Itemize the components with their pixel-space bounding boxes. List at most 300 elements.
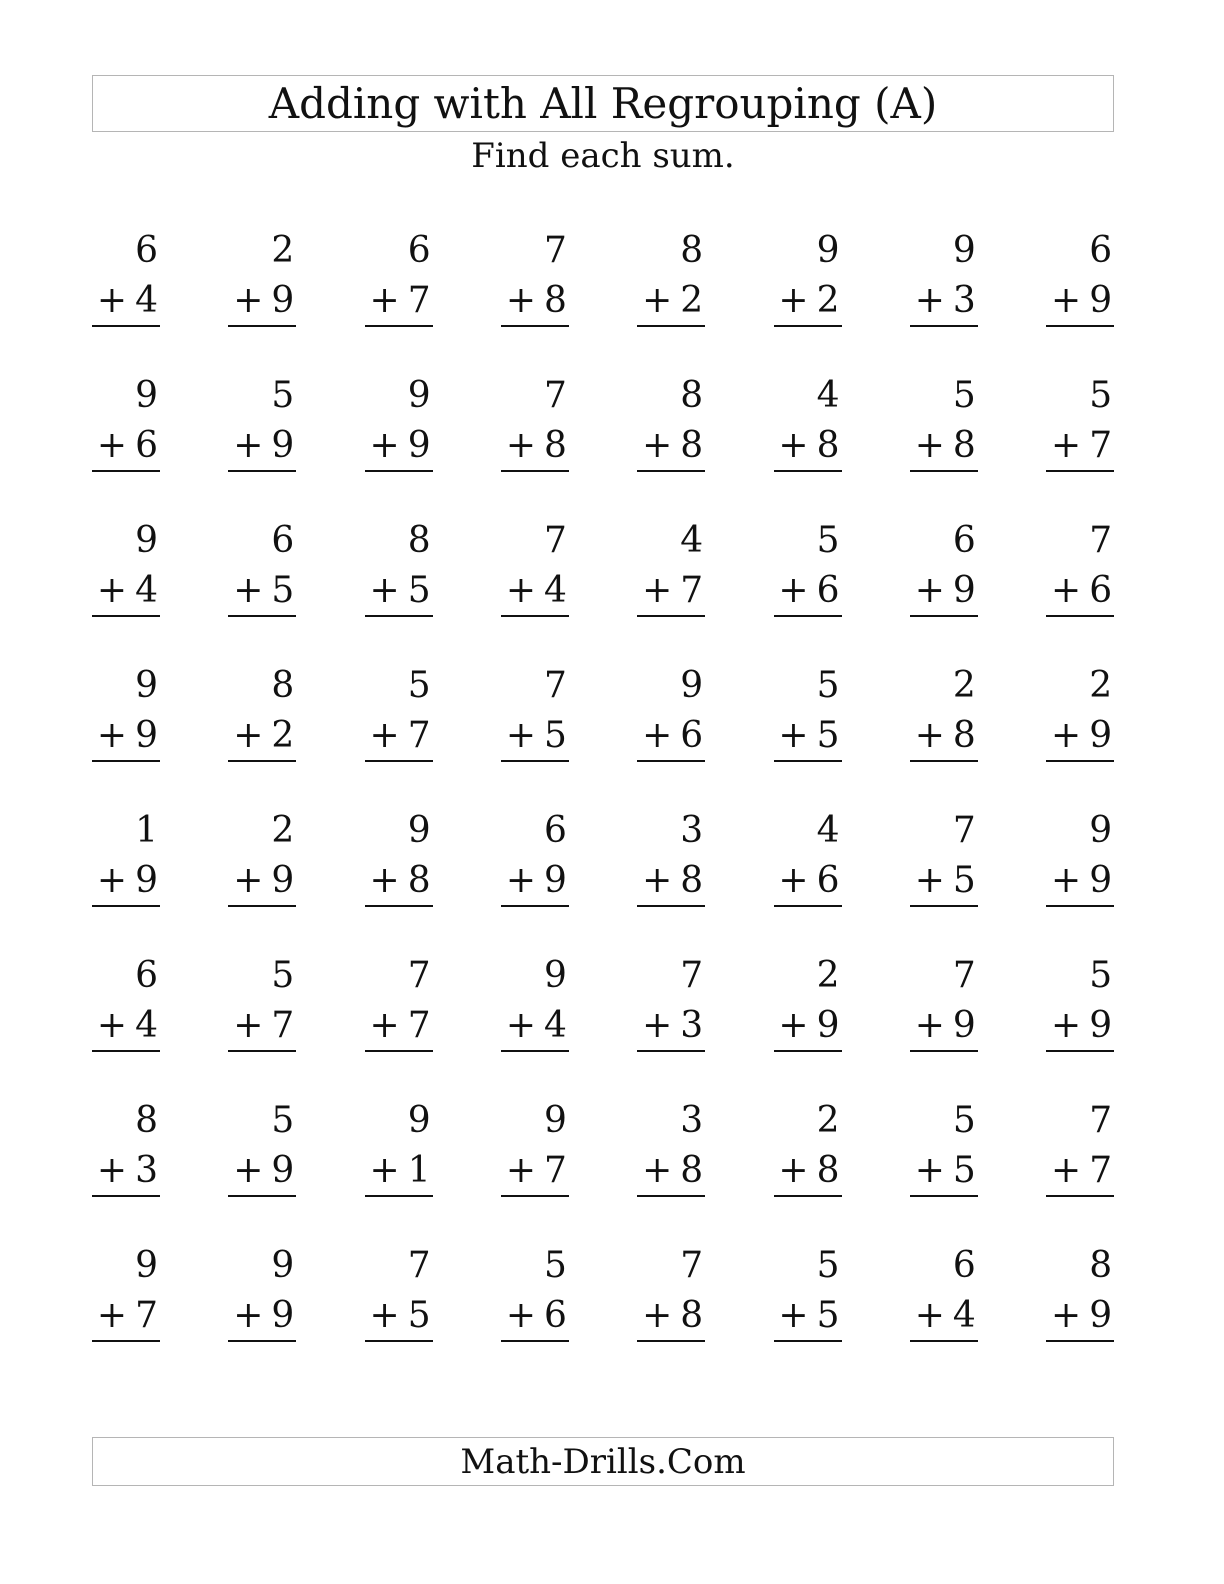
addend-bottom xyxy=(369,1005,431,1046)
plus-sign: + xyxy=(642,425,673,466)
answer-line xyxy=(228,1340,296,1342)
addition-problem xyxy=(1046,955,1114,1068)
addition-problem xyxy=(501,375,569,488)
addition-problem xyxy=(501,1100,569,1213)
addend-bottom xyxy=(778,860,840,901)
addition-problem xyxy=(92,955,160,1068)
addend-top: 1 xyxy=(135,810,158,851)
addition-problem xyxy=(92,665,160,778)
answer-line xyxy=(910,615,978,617)
addend-top: 3 xyxy=(680,810,704,851)
addend-bottom-value: 4 xyxy=(135,570,158,611)
plus-sign: + xyxy=(96,570,128,611)
addend-bottom xyxy=(778,570,840,611)
answer-line xyxy=(501,1195,569,1197)
addend-bottom-value: 2 xyxy=(680,280,704,321)
plus-sign: + xyxy=(505,425,536,466)
title-box xyxy=(92,75,1114,132)
addend-bottom xyxy=(778,1150,840,1191)
answer-line xyxy=(92,1340,160,1342)
addend-bottom xyxy=(505,1005,567,1046)
plus-sign: + xyxy=(642,1005,673,1046)
addend-top: 5 xyxy=(1089,955,1113,996)
addition-problem xyxy=(637,1245,705,1358)
addend-bottom-value: 7 xyxy=(407,715,431,756)
addition-problem xyxy=(637,230,705,343)
answer-line xyxy=(365,1050,433,1052)
addend-bottom-value: 4 xyxy=(543,570,567,611)
addend-top: 9 xyxy=(407,810,431,851)
addend-bottom-value: 9 xyxy=(271,1295,295,1336)
addend-top: 8 xyxy=(407,520,431,561)
addend-top: 7 xyxy=(543,520,567,561)
addend-top: 9 xyxy=(135,375,158,416)
plus-sign: + xyxy=(505,715,536,756)
addend-top: 7 xyxy=(407,955,431,996)
plus-sign: + xyxy=(369,1005,400,1046)
plus-sign: + xyxy=(369,860,400,901)
plus-sign: + xyxy=(96,280,128,321)
addition-problem xyxy=(365,665,433,778)
answer-line xyxy=(637,760,705,762)
answer-line xyxy=(910,905,978,907)
plus-sign: + xyxy=(914,570,945,611)
addend-bottom-value: 9 xyxy=(271,1150,295,1191)
answer-line xyxy=(365,905,433,907)
plus-sign: + xyxy=(1051,1005,1082,1046)
addend-bottom-value: 9 xyxy=(271,425,295,466)
addend-top: 6 xyxy=(407,230,431,271)
addend-top: 6 xyxy=(1089,230,1113,271)
addend-bottom-value: 9 xyxy=(1089,1005,1113,1046)
worksheet-title: Adding with All Regrouping (A) xyxy=(268,78,938,128)
answer-line xyxy=(92,905,160,907)
plus-sign: + xyxy=(369,280,400,321)
plus-sign: + xyxy=(914,280,945,321)
addend-bottom-value: 6 xyxy=(543,1295,567,1336)
addition-problem xyxy=(774,1100,842,1213)
addend-top: 9 xyxy=(407,375,431,416)
addend-top: 9 xyxy=(135,1245,158,1286)
addend-bottom-value: 7 xyxy=(1089,425,1113,466)
addend-top: 9 xyxy=(1089,810,1113,851)
addend-bottom xyxy=(369,280,431,321)
addend-bottom-value: 3 xyxy=(952,280,976,321)
addition-problem xyxy=(92,810,160,923)
addend-top: 9 xyxy=(816,230,840,271)
plus-sign: + xyxy=(505,1150,536,1191)
addend-bottom xyxy=(914,280,976,321)
footer-box xyxy=(92,1437,1114,1486)
answer-line xyxy=(774,760,842,762)
addend-bottom xyxy=(505,1150,567,1191)
addend-bottom-value: 5 xyxy=(543,715,567,756)
answer-line xyxy=(637,1340,705,1342)
plus-sign: + xyxy=(233,280,264,321)
addition-problem xyxy=(637,375,705,488)
answer-line xyxy=(637,905,705,907)
addend-bottom-value: 5 xyxy=(816,715,840,756)
answer-line xyxy=(910,1340,978,1342)
addend-top: 8 xyxy=(135,1100,158,1141)
answer-line xyxy=(92,470,160,472)
addition-problem xyxy=(365,375,433,488)
answer-line xyxy=(228,615,296,617)
answer-line xyxy=(365,615,433,617)
addend-bottom xyxy=(96,1295,158,1336)
answer-line xyxy=(637,470,705,472)
addend-bottom-value: 6 xyxy=(680,715,704,756)
addition-problem xyxy=(910,1100,978,1213)
plus-sign: + xyxy=(778,715,809,756)
answer-line xyxy=(501,1050,569,1052)
addend-bottom xyxy=(233,1150,295,1191)
addend-bottom xyxy=(96,1150,158,1191)
addition-problem xyxy=(637,810,705,923)
addend-bottom xyxy=(96,1005,158,1046)
addend-bottom-value: 8 xyxy=(680,1150,704,1191)
addend-bottom xyxy=(369,1150,431,1191)
addend-bottom-value: 7 xyxy=(407,280,431,321)
addend-bottom xyxy=(1051,715,1113,756)
addition-problem xyxy=(774,665,842,778)
plus-sign: + xyxy=(369,570,400,611)
addend-top: 4 xyxy=(680,520,704,561)
answer-line xyxy=(228,325,296,327)
addend-bottom xyxy=(96,715,158,756)
addition-problem xyxy=(910,955,978,1068)
plus-sign: + xyxy=(914,425,945,466)
answer-line xyxy=(774,325,842,327)
answer-line xyxy=(1046,760,1114,762)
addend-bottom xyxy=(1051,280,1113,321)
addend-top: 9 xyxy=(135,665,158,706)
addend-bottom xyxy=(96,860,158,901)
addend-bottom xyxy=(233,860,295,901)
plus-sign: + xyxy=(642,715,673,756)
addend-bottom xyxy=(778,280,840,321)
plus-sign: + xyxy=(778,1295,809,1336)
addition-problem xyxy=(501,1245,569,1358)
answer-line xyxy=(774,905,842,907)
addition-problem xyxy=(1046,665,1114,778)
plus-sign: + xyxy=(1051,860,1082,901)
addition-problem xyxy=(774,230,842,343)
answer-line xyxy=(1046,1195,1114,1197)
addend-bottom xyxy=(642,425,704,466)
addend-bottom xyxy=(914,425,976,466)
addition-problem xyxy=(92,1100,160,1213)
answer-line xyxy=(910,325,978,327)
answer-line xyxy=(1046,470,1114,472)
addend-top: 9 xyxy=(407,1100,431,1141)
addend-top: 6 xyxy=(135,955,158,996)
addend-top: 7 xyxy=(1089,1100,1113,1141)
problem-grid xyxy=(92,230,1114,1353)
addend-bottom xyxy=(369,425,431,466)
addend-top: 5 xyxy=(952,375,976,416)
plus-sign: + xyxy=(505,1295,536,1336)
answer-line xyxy=(365,325,433,327)
addend-top: 2 xyxy=(816,955,840,996)
addend-bottom xyxy=(642,715,704,756)
plus-sign: + xyxy=(369,715,400,756)
plus-sign: + xyxy=(642,280,673,321)
addition-problem xyxy=(774,520,842,633)
answer-line xyxy=(365,1195,433,1197)
addend-top: 7 xyxy=(680,1245,704,1286)
answer-line xyxy=(637,1195,705,1197)
addition-problem xyxy=(1046,375,1114,488)
addend-bottom xyxy=(1051,1150,1113,1191)
addend-bottom xyxy=(505,715,567,756)
answer-line xyxy=(637,325,705,327)
addend-bottom xyxy=(642,1005,704,1046)
addend-bottom-value: 6 xyxy=(816,860,840,901)
answer-line xyxy=(501,615,569,617)
answer-line xyxy=(228,1050,296,1052)
addend-top: 5 xyxy=(816,1245,840,1286)
addend-bottom xyxy=(505,860,567,901)
addition-problem xyxy=(774,1245,842,1358)
addition-problem xyxy=(910,1245,978,1358)
addend-bottom xyxy=(1051,570,1113,611)
addend-bottom-value: 3 xyxy=(680,1005,704,1046)
answer-line xyxy=(365,1340,433,1342)
plus-sign: + xyxy=(778,860,809,901)
addend-bottom xyxy=(778,425,840,466)
addend-top: 7 xyxy=(1089,520,1113,561)
addition-problem xyxy=(1046,230,1114,343)
addition-problem xyxy=(1046,1245,1114,1358)
addition-problem xyxy=(637,665,705,778)
addition-problem xyxy=(501,810,569,923)
addend-top: 5 xyxy=(543,1245,567,1286)
addition-problem xyxy=(228,1100,296,1213)
addend-top: 2 xyxy=(1089,665,1113,706)
plus-sign: + xyxy=(778,570,809,611)
addend-bottom-value: 8 xyxy=(816,425,840,466)
addend-bottom xyxy=(505,1295,567,1336)
addition-problem xyxy=(1046,520,1114,633)
addend-bottom-value: 2 xyxy=(816,280,840,321)
addition-problem xyxy=(910,375,978,488)
addend-top: 5 xyxy=(271,375,295,416)
plus-sign: + xyxy=(505,280,536,321)
addition-problem xyxy=(228,665,296,778)
addition-problem xyxy=(1046,810,1114,923)
answer-line xyxy=(774,1050,842,1052)
addition-problem xyxy=(910,810,978,923)
plus-sign: + xyxy=(96,425,128,466)
plus-sign: + xyxy=(96,715,128,756)
addend-bottom xyxy=(1051,860,1113,901)
answer-line xyxy=(228,905,296,907)
addend-bottom xyxy=(369,715,431,756)
answer-line xyxy=(92,615,160,617)
plus-sign: + xyxy=(642,1295,673,1336)
addend-top: 6 xyxy=(952,1245,976,1286)
plus-sign: + xyxy=(233,715,264,756)
addend-bottom-value: 1 xyxy=(407,1150,431,1191)
addition-problem xyxy=(501,955,569,1068)
addition-problem xyxy=(365,230,433,343)
addend-bottom-value: 9 xyxy=(952,570,976,611)
addend-bottom xyxy=(642,860,704,901)
addend-bottom-value: 5 xyxy=(271,570,295,611)
answer-line xyxy=(774,1340,842,1342)
plus-sign: + xyxy=(642,860,673,901)
addend-bottom-value: 7 xyxy=(1089,1150,1113,1191)
answer-line xyxy=(501,760,569,762)
addend-bottom xyxy=(233,425,295,466)
addend-bottom-value: 9 xyxy=(271,280,295,321)
answer-line xyxy=(910,1195,978,1197)
addition-problem xyxy=(774,375,842,488)
addend-top: 6 xyxy=(543,810,567,851)
plus-sign: + xyxy=(914,860,945,901)
addend-bottom-value: 6 xyxy=(1089,570,1113,611)
addend-bottom-value: 8 xyxy=(680,1295,704,1336)
addition-problem xyxy=(1046,1100,1114,1213)
addend-bottom-value: 4 xyxy=(952,1295,976,1336)
addition-problem xyxy=(365,1245,433,1358)
plus-sign: + xyxy=(96,1005,128,1046)
addition-problem xyxy=(637,955,705,1068)
answer-line xyxy=(910,1050,978,1052)
addend-top: 3 xyxy=(680,1100,704,1141)
worksheet-instructions: Find each sum. xyxy=(471,136,735,176)
plus-sign: + xyxy=(505,570,536,611)
addend-bottom-value: 6 xyxy=(135,425,158,466)
addend-top: 7 xyxy=(407,1245,431,1286)
addend-bottom-value: 9 xyxy=(816,1005,840,1046)
answer-line xyxy=(910,760,978,762)
answer-line xyxy=(1046,905,1114,907)
plus-sign: + xyxy=(233,860,264,901)
addition-problem xyxy=(910,520,978,633)
addend-bottom xyxy=(233,715,295,756)
addend-top: 9 xyxy=(135,520,158,561)
addend-top: 2 xyxy=(952,665,976,706)
addend-top: 5 xyxy=(271,955,295,996)
answer-line xyxy=(774,470,842,472)
addition-problem xyxy=(774,955,842,1068)
plus-sign: + xyxy=(1051,1295,1082,1336)
plus-sign: + xyxy=(778,280,809,321)
answer-line xyxy=(228,760,296,762)
plus-sign: + xyxy=(233,1295,264,1336)
addend-bottom-value: 9 xyxy=(1089,715,1113,756)
addend-top: 2 xyxy=(271,810,295,851)
addend-bottom-value: 4 xyxy=(543,1005,567,1046)
addend-bottom xyxy=(233,1295,295,1336)
addend-top: 6 xyxy=(952,520,976,561)
addend-bottom xyxy=(505,425,567,466)
answer-line xyxy=(228,470,296,472)
addition-problem xyxy=(228,230,296,343)
addend-top: 7 xyxy=(543,375,567,416)
addend-bottom xyxy=(778,1005,840,1046)
addend-bottom-value: 9 xyxy=(952,1005,976,1046)
addend-bottom-value: 8 xyxy=(952,425,976,466)
plus-sign: + xyxy=(233,425,264,466)
addition-problem xyxy=(637,1100,705,1213)
addend-bottom xyxy=(96,425,158,466)
addend-top: 5 xyxy=(816,520,840,561)
addend-top: 5 xyxy=(1089,375,1113,416)
addition-problem xyxy=(92,230,160,343)
addend-top: 9 xyxy=(680,665,704,706)
addition-problem xyxy=(92,520,160,633)
plus-sign: + xyxy=(1051,1150,1082,1191)
plus-sign: + xyxy=(914,1150,945,1191)
plus-sign: + xyxy=(233,570,264,611)
addition-problem xyxy=(910,665,978,778)
addend-bottom-value: 6 xyxy=(816,570,840,611)
addend-top: 4 xyxy=(816,810,840,851)
addend-bottom-value: 4 xyxy=(135,280,158,321)
addend-bottom xyxy=(914,715,976,756)
plus-sign: + xyxy=(1051,280,1082,321)
addend-top: 4 xyxy=(816,375,840,416)
addend-bottom-value: 5 xyxy=(952,1150,976,1191)
addition-problem xyxy=(501,665,569,778)
addend-bottom xyxy=(233,570,295,611)
plus-sign: + xyxy=(1051,425,1082,466)
plus-sign: + xyxy=(96,1295,128,1336)
answer-line xyxy=(501,1340,569,1342)
addend-top: 7 xyxy=(952,810,976,851)
plus-sign: + xyxy=(96,860,128,901)
addend-bottom-value: 9 xyxy=(1089,280,1113,321)
addend-bottom xyxy=(96,570,158,611)
addition-problem xyxy=(228,375,296,488)
answer-line xyxy=(1046,325,1114,327)
plus-sign: + xyxy=(1051,570,1082,611)
addition-problem xyxy=(910,230,978,343)
addend-bottom xyxy=(914,1150,976,1191)
addend-bottom xyxy=(96,280,158,321)
addend-bottom-value: 7 xyxy=(543,1150,567,1191)
addend-bottom-value: 3 xyxy=(135,1150,158,1191)
addend-top: 5 xyxy=(816,665,840,706)
addend-bottom xyxy=(369,570,431,611)
addend-bottom xyxy=(914,860,976,901)
addend-top: 6 xyxy=(271,520,295,561)
addend-top: 8 xyxy=(1089,1245,1113,1286)
addend-bottom xyxy=(642,280,704,321)
plus-sign: + xyxy=(914,1005,945,1046)
addend-top: 8 xyxy=(271,665,295,706)
plus-sign: + xyxy=(96,1150,128,1191)
plus-sign: + xyxy=(369,1150,400,1191)
addend-bottom xyxy=(778,1295,840,1336)
addend-bottom-value: 7 xyxy=(680,570,704,611)
plus-sign: + xyxy=(1051,715,1082,756)
addend-bottom xyxy=(642,1295,704,1336)
addend-bottom xyxy=(505,280,567,321)
addend-top: 7 xyxy=(680,955,704,996)
addend-bottom-value: 9 xyxy=(135,860,158,901)
answer-line xyxy=(228,1195,296,1197)
answer-line xyxy=(774,615,842,617)
addend-bottom xyxy=(233,1005,295,1046)
addend-bottom-value: 8 xyxy=(543,280,567,321)
addend-bottom xyxy=(369,1295,431,1336)
addend-top: 7 xyxy=(543,665,567,706)
addend-bottom-value: 7 xyxy=(271,1005,295,1046)
